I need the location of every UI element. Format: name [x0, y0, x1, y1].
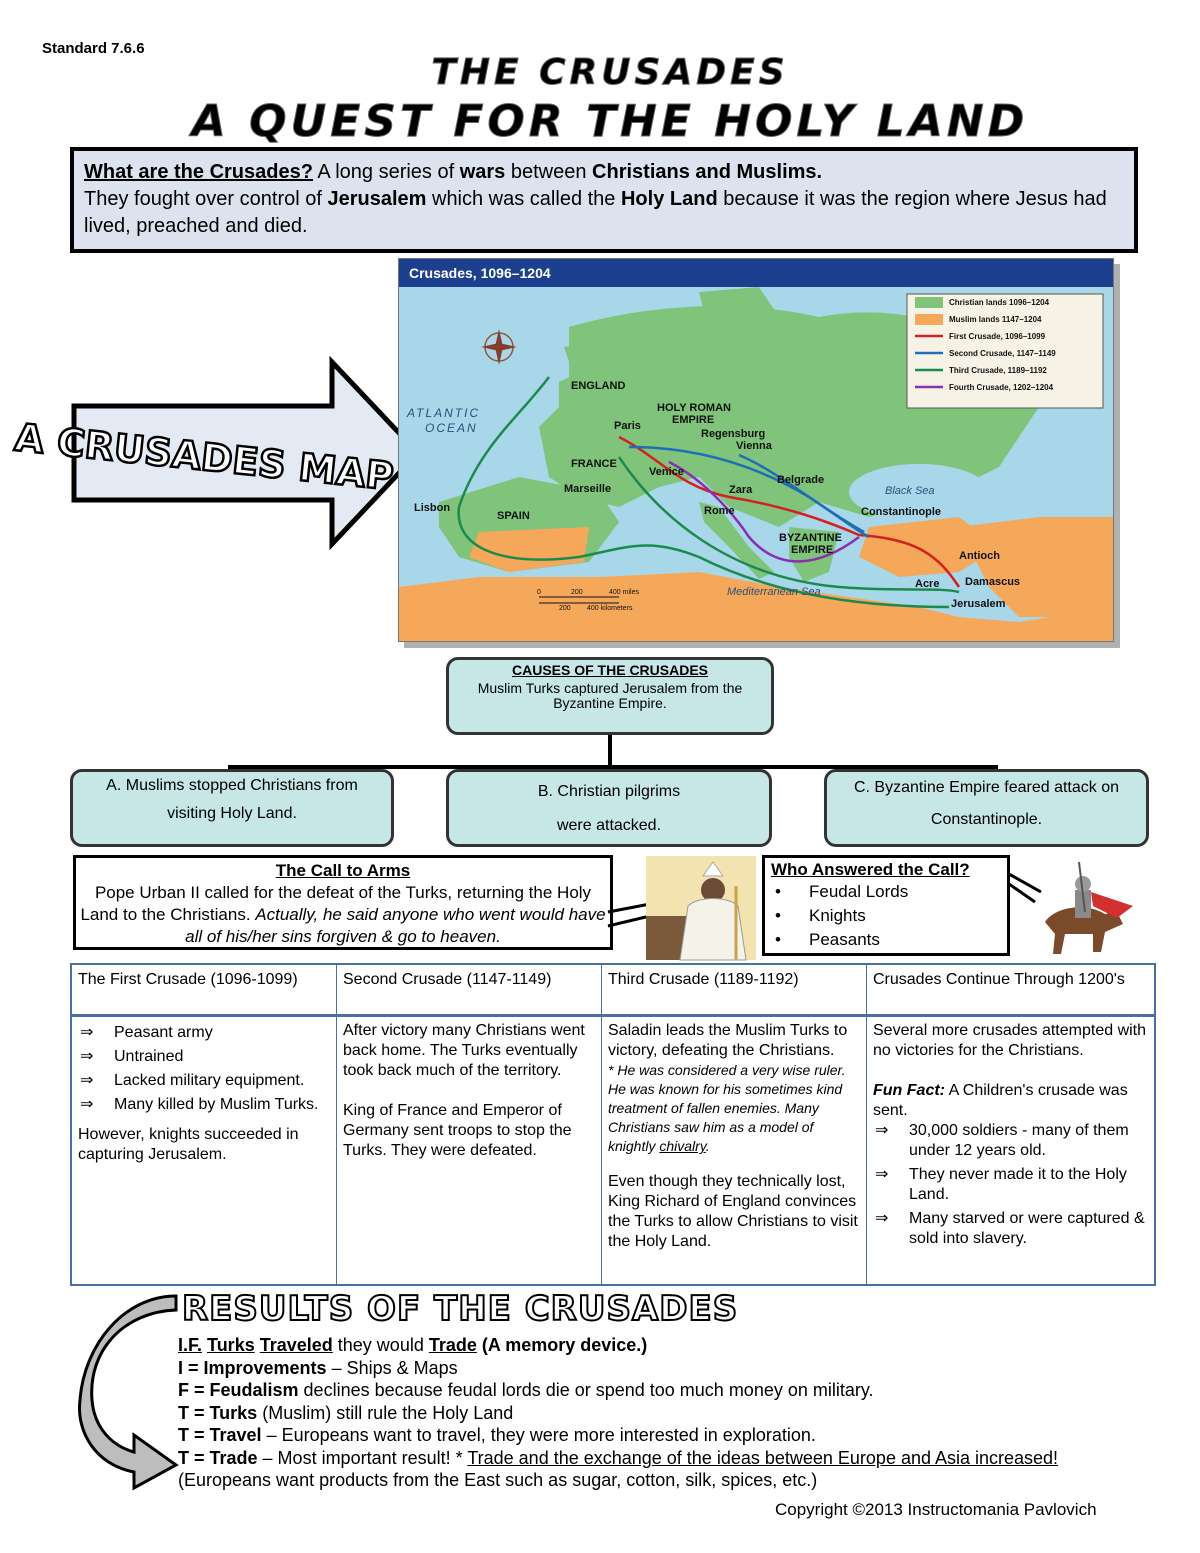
- list-item: ⇒ Many starved or were captured & sold into slavery.: [873, 1209, 1150, 1249]
- result-item: [178, 1357, 1138, 1380]
- result-value: (Europeans want products from the East such as sugar, cotton, silk, spices, etc.): [178, 1470, 818, 1490]
- result-key: F = Feudalism: [178, 1380, 299, 1400]
- who-answered-box: [762, 855, 1010, 956]
- list-item: ⇒ Many killed by Muslim Turks.: [78, 1095, 330, 1115]
- crusades-map: [398, 258, 1114, 642]
- intro-text: because it was the region where Jesus had lived, preached and died.: [84, 188, 1107, 237]
- answered-heading: Who Answered the Call?: [771, 860, 970, 879]
- map-label: EMPIRE: [791, 544, 834, 556]
- fun-fact: [873, 1081, 1150, 1121]
- causes-box: [446, 657, 774, 735]
- list-item: • Feudal Lords: [771, 880, 1001, 904]
- mnemonic-part: they would: [332, 1335, 429, 1355]
- column-text: Saladin leads the Muslim Turks to victory, defeating the Christians.: [608, 1022, 848, 1059]
- map-label: ENGLAND: [571, 380, 626, 392]
- standard-label: Standard 7.6.6: [42, 40, 145, 57]
- copyright: Copyright ©2013 Instructomania Pavlovich: [775, 1500, 1097, 1519]
- crusades-table: [70, 963, 1156, 1286]
- mnemonic-part: Turks: [207, 1335, 255, 1355]
- note-text: * He was considered a very wise ruler. He was known for his sometimes kind treatment of fallen enemies. Many Christians saw him as a model of knightly: [608, 1062, 846, 1154]
- legend-label: Muslim lands 1147–1204: [949, 315, 1042, 324]
- chivalry-term: chivalry: [659, 1138, 706, 1154]
- mnemonic-part: Traveled: [259, 1335, 333, 1355]
- causes-connector: [228, 735, 1008, 771]
- list-item: ⇒ Untrained: [78, 1047, 330, 1067]
- map-label: FRANCE: [571, 458, 617, 470]
- saladin-note: [608, 1061, 860, 1156]
- result-item: [178, 1424, 1138, 1447]
- intro-box: [70, 147, 1138, 253]
- map-label: OCEAN: [425, 421, 478, 435]
- column-body: [337, 1017, 601, 1165]
- causes-text: Muslim Turks captured Jerusalem from the Byzantine Empire.: [477, 680, 743, 711]
- causes-heading: CAUSES OF THE CRUSADES: [511, 662, 709, 678]
- map-label: Zara: [729, 484, 753, 496]
- pope-image: [608, 856, 758, 960]
- intro-jerusalem: Jerusalem: [327, 188, 427, 210]
- column-header: Second Crusade (1147-1149): [337, 965, 601, 1017]
- list-item: ⇒ 30,000 soldiers - many of them under 12 years old.: [873, 1121, 1150, 1161]
- column-text: However, knights succeeded in capturing Jerusalem.: [78, 1126, 299, 1163]
- column-text: After victory many Christians went back home. The Turks eventually took back much of the territory.: [343, 1022, 585, 1079]
- results-title: [178, 1280, 739, 1336]
- result-value: – Europeans want to travel, they were more interested in exploration.: [261, 1425, 816, 1445]
- result-key: T = Travel: [178, 1425, 262, 1445]
- title-line1: THE CRUSADES: [431, 52, 789, 93]
- cause-b: [446, 769, 772, 847]
- mnemonic-part: Trade: [428, 1335, 477, 1355]
- map-label: Belgrade: [777, 474, 825, 486]
- column-text: King of France and Emperor of Germany sent troops to stop the Turks. They were defeated.: [343, 1102, 572, 1159]
- intro-text: which was called the: [426, 188, 621, 210]
- map-label: EMPIRE: [672, 414, 715, 426]
- map-label: Lisbon: [414, 502, 451, 514]
- intro-text: They fought over control of: [84, 188, 328, 210]
- results-title-text: RESULTS OF THE CRUSADES: [182, 1289, 739, 1329]
- list-item: • Peasants: [771, 928, 1001, 952]
- map-label: Acre: [915, 578, 940, 590]
- map-label: Regensburg: [701, 428, 766, 440]
- result-value: – Ships & Maps: [326, 1357, 458, 1378]
- legend-label: Christian lands 1096–1204: [949, 298, 1050, 307]
- svg-text:0: 0: [537, 589, 541, 596]
- svg-text:400 miles: 400 miles: [609, 589, 639, 596]
- answered-list: [771, 880, 1001, 952]
- map-label: Paris: [614, 420, 641, 432]
- call-to-arms-box: [73, 855, 613, 950]
- legend-swatch: [915, 297, 943, 308]
- column-body: [867, 1017, 1156, 1257]
- svg-text:200: 200: [559, 605, 571, 612]
- map-label: Damascus: [965, 576, 1021, 588]
- call-heading: The Call to Arms: [275, 861, 411, 880]
- map-label: Vienna: [736, 440, 772, 452]
- arrow-label: A CRUSADES MAP: [12, 415, 396, 499]
- knight-image: [1005, 862, 1145, 962]
- legend-label: Second Crusade, 1147–1149: [949, 349, 1056, 358]
- column-body: [72, 1017, 336, 1169]
- map-label: HOLY ROMAN: [657, 402, 731, 414]
- intro-text: A long series of: [312, 161, 460, 183]
- result-key: I = Improvements: [178, 1357, 327, 1378]
- note-text: .: [705, 1138, 710, 1154]
- map-label: Marseille: [564, 483, 612, 495]
- map-label: Venice: [649, 466, 684, 478]
- mnemonic-line: [178, 1334, 1138, 1357]
- result-key: T = Turks: [178, 1402, 258, 1423]
- list-item: ⇒ Lacked military equipment.: [78, 1071, 330, 1091]
- legend-label: Fourth Crusade, 1202–1204: [949, 383, 1054, 392]
- cause-b-text: were attacked.: [556, 817, 662, 834]
- map-graphic: [399, 287, 1113, 641]
- result-value: declines because feudal lords die or spend too much money on military.: [298, 1380, 874, 1400]
- legend-swatch: [915, 314, 943, 325]
- map-label: Constantinople: [861, 506, 942, 518]
- column-header: Third Crusade (1189-1192): [602, 965, 866, 1017]
- map-label: Mediterranean Sea: [727, 586, 821, 598]
- result-item: [178, 1379, 1138, 1402]
- map-legend: [907, 294, 1103, 408]
- table-column-first: [72, 965, 337, 1284]
- title-graphic: [60, 48, 1160, 148]
- list-item: ⇒ They never made it to the Holy Land.: [873, 1165, 1150, 1205]
- cause-a: [70, 769, 394, 847]
- list-item: ⇒ Peasant army: [78, 1023, 330, 1043]
- svg-text:400 kilometers: 400 kilometers: [587, 605, 633, 612]
- cause-c-text: C. Byzantine Empire feared attack on Constantinople.: [853, 779, 1120, 828]
- intro-wars: wars: [459, 161, 506, 183]
- table-column-fourth: [867, 965, 1156, 1284]
- map-label: BYZANTINE: [779, 532, 842, 544]
- map-label: Black Sea: [885, 485, 935, 497]
- cause-a-text: A. Muslims stopped Christians from visiting Holy Land.: [106, 777, 358, 822]
- call-italic: Actually, he said anyone who went would have all of his/her sins forgiven & go to heaven.: [185, 905, 606, 946]
- result-value: (Muslim) still rule the Holy Land: [257, 1402, 514, 1423]
- legend-label: Third Crusade, 1189–1192: [949, 366, 1047, 375]
- map-label: SPAIN: [497, 510, 530, 522]
- title-line2: A QUEST FOR THE HOLY LAND: [191, 96, 1029, 147]
- results-list: [178, 1334, 1138, 1492]
- table-column-second: [337, 965, 602, 1284]
- result-emphasis: Trade and the exchange of the ideas between Europe and Asia increased!: [467, 1447, 1059, 1468]
- intro-text: between: [505, 161, 593, 183]
- call-text: Pope Urban II called for the defeat of the Turks, returning the Holy Land to the Christians.: [80, 883, 592, 924]
- list-item: • Knights: [771, 904, 1001, 928]
- map-label: ATLANTIC: [407, 406, 481, 420]
- result-value: – Most important result! *: [257, 1447, 468, 1468]
- column-text: Several more crusades attempted with no victories for the Christians.: [873, 1022, 1147, 1059]
- fun-fact-text: A Children's crusade was sent.: [873, 1082, 1128, 1119]
- intro-christians-muslims: Christians and Muslims.: [592, 161, 823, 183]
- page-title: [60, 48, 1160, 148]
- map-title: Crusades, 1096–1204: [399, 259, 1113, 287]
- column-header: The First Crusade (1096-1099): [72, 965, 336, 1017]
- table-column-third: [602, 965, 867, 1284]
- mnemonic-part: I.F.: [178, 1335, 203, 1355]
- mnemonic-part: (A memory device.): [476, 1335, 648, 1355]
- column-body: [602, 1017, 866, 1256]
- svg-text:200: 200: [571, 589, 583, 596]
- column-text: Even though they technically lost, King Richard of England convinces the Turks to allow Christians to visit the Holy Land.: [608, 1173, 858, 1250]
- column-header: Crusades Continue Through 1200's: [867, 965, 1156, 1017]
- map-label: Rome: [704, 505, 735, 517]
- result-item: [178, 1402, 1138, 1425]
- result-key: T = Trade: [178, 1447, 258, 1468]
- curved-arrow-icon: [80, 1292, 180, 1482]
- map-pointer-arrow: [12, 358, 422, 548]
- intro-question: What are the Crusades?: [84, 161, 313, 183]
- cause-c: [824, 769, 1149, 847]
- legend-label: First Crusade, 1096–1099: [949, 332, 1046, 341]
- intro-holyland: Holy Land: [620, 188, 718, 210]
- map-label: Jerusalem: [951, 598, 1006, 610]
- fun-fact-label: Fun Fact:: [873, 1082, 945, 1099]
- map-label: Antioch: [959, 550, 1000, 562]
- cause-b-text: B. Christian pilgrims: [537, 783, 681, 800]
- result-item: [178, 1447, 1138, 1492]
